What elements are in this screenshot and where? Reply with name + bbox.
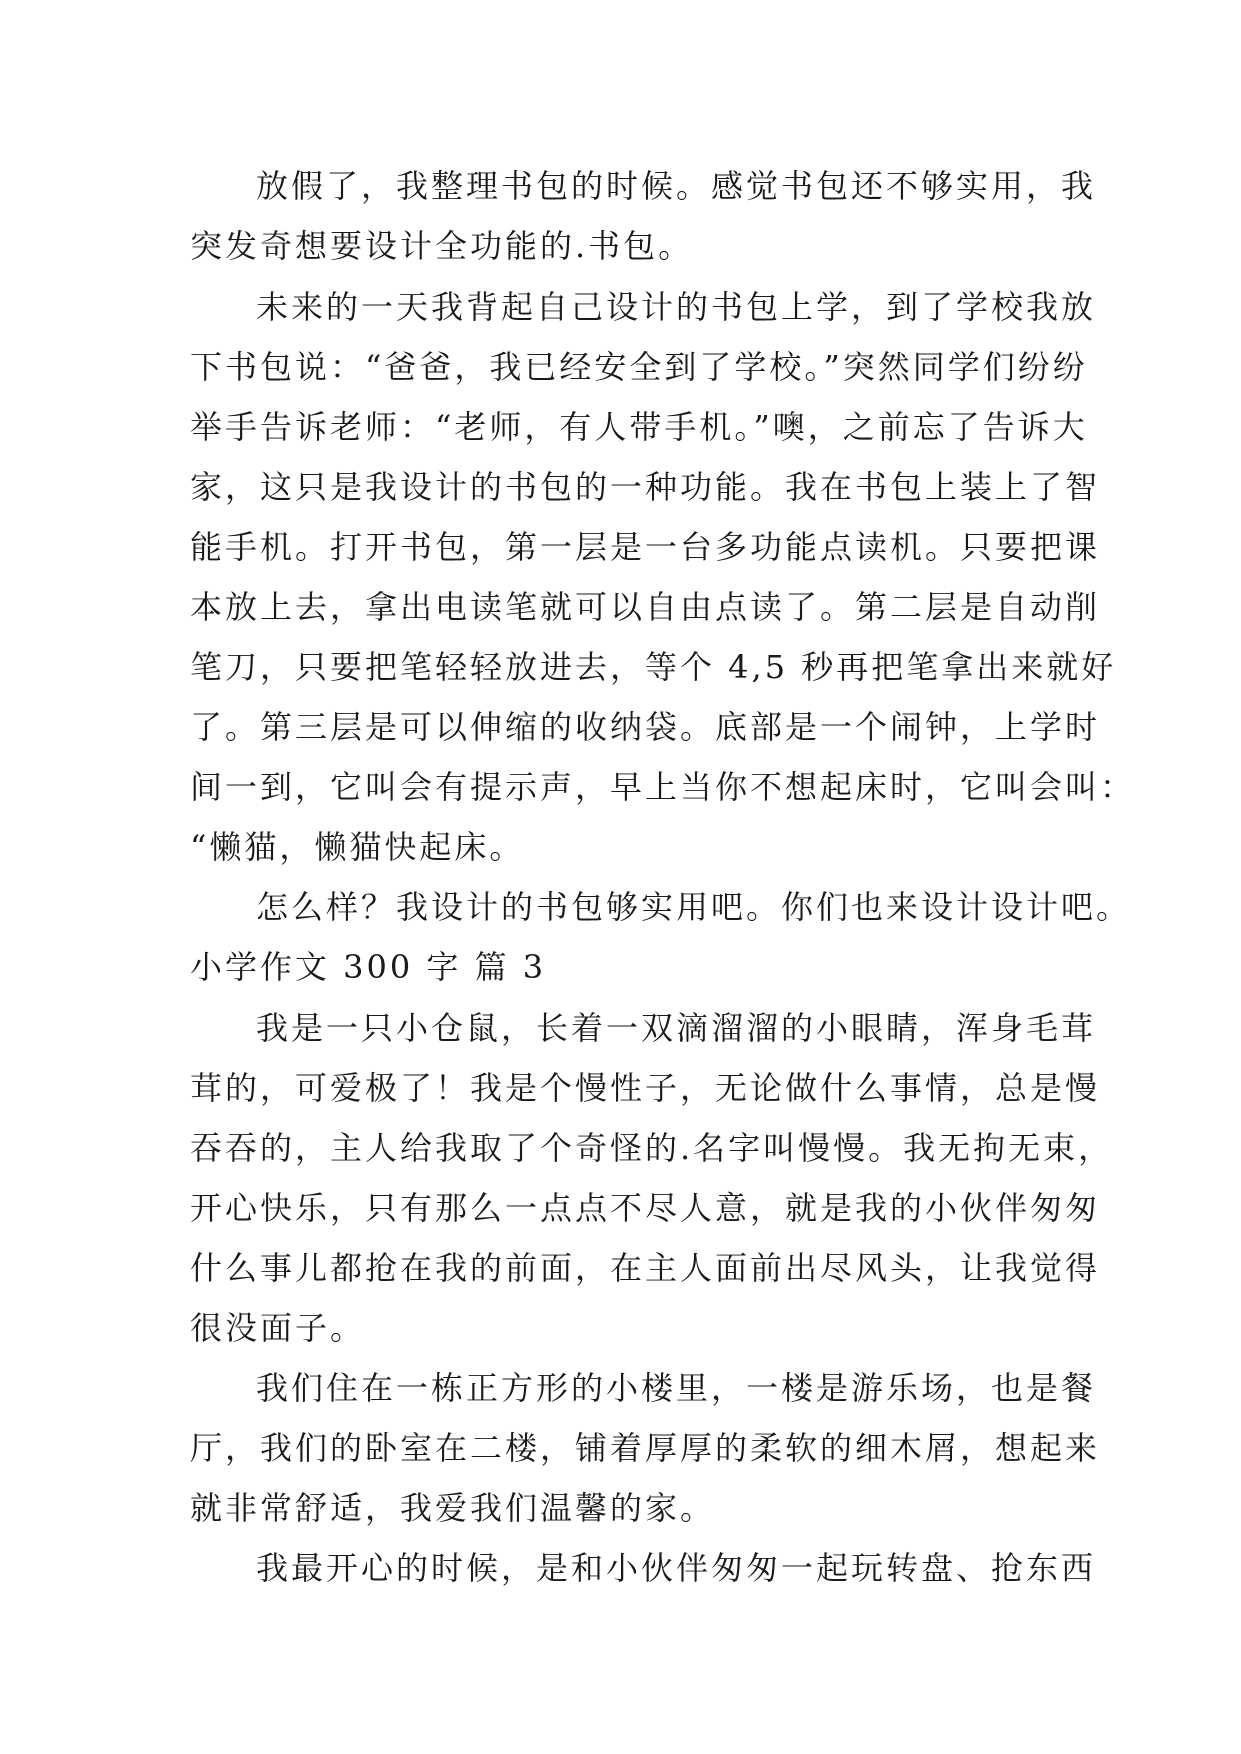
text-line: 笔刀，只要把笔轻轻放进去，等个 4,5 秒再把笔拿出来就好	[190, 648, 1117, 686]
text-line: “懒猫，懒猫快起床。	[190, 828, 525, 866]
text-line: 举手告诉老师：“老师，有人带手机。”噢，之前忘了告诉大	[190, 408, 1088, 446]
text-line: 什么事儿都抢在我的前面，在主人面前出尽风头，让我觉得	[190, 1249, 1101, 1287]
text-line: 放假了，我整理书包的时候。感觉书包还不够实用，我	[256, 167, 1097, 205]
section-heading: 小学作文 300 字 篇 3	[190, 948, 547, 986]
text-line: 怎么样？我设计的书包够实用吧。你们也来设计设计吧。	[256, 888, 1132, 926]
text-line: 下书包说：“爸爸，我已经安全到了学校。”突然同学们纷纷	[190, 348, 1088, 386]
text-line: 很没面子。	[190, 1309, 366, 1347]
text-line: 本放上去，拿出电读笔就可以自由点读了。第二层是自动削	[190, 588, 1101, 626]
text-line: 未来的一天我背起自己设计的书包上学，到了学校我放	[256, 288, 1097, 326]
text-line: 我们住在一栋正方形的小楼里，一楼是游乐场，也是餐	[256, 1369, 1097, 1407]
text-line: 茸的，可爱极了！我是个慢性子，无论做什么事情，总是慢	[190, 1069, 1101, 1107]
text-line: 我最开心的时候，是和小伙伴匆匆一起玩转盘、抢东西	[256, 1549, 1097, 1587]
text-line: 突发奇想要设计全功能的.书包。	[190, 227, 694, 265]
text-line: 我是一只小仓鼠，长着一双滴溜溜的小眼睛，浑身毛茸	[256, 1009, 1097, 1047]
text-line: 就非常舒适，我爱我们温馨的家。	[190, 1489, 716, 1527]
text-line: 吞吞的，主人给我取了个奇怪的.名字叫慢慢。我无拘无束，	[190, 1129, 1114, 1167]
text-line: 厅，我们的卧室在二楼，铺着厚厚的柔软的细木屑，想起来	[190, 1429, 1101, 1467]
text-line: 能手机。打开书包，第一层是一台多功能点读机。只要把课	[190, 528, 1101, 566]
text-line: 开心快乐，只有那么一点点不尽人意，就是我的小伙伴匆匆	[190, 1189, 1101, 1227]
text-line: 了。第三层是可以伸缩的收纳袋。底部是一个闹钟，上学时	[190, 708, 1101, 746]
text-line: 间一到，它叫会有提示声，早上当你不想起床时，它叫会叫：	[190, 768, 1136, 806]
text-line: 家，这只是我设计的书包的一种功能。我在书包上装上了智	[190, 468, 1101, 506]
